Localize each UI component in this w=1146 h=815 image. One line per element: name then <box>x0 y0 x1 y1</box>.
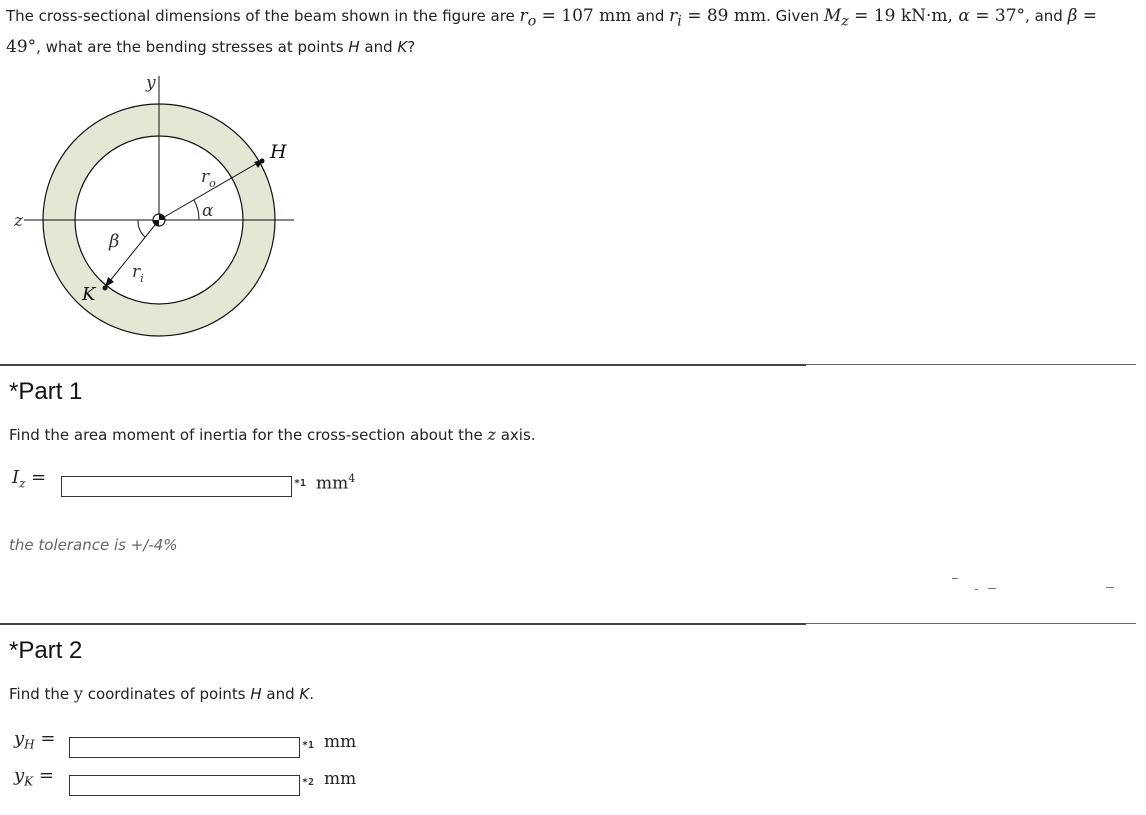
iz-answer-marker: *1 <box>294 478 307 489</box>
mz-value: = 19 kN·m, <box>848 6 959 26</box>
axis-symbol: y <box>73 684 83 703</box>
ri-symbol: $r_i$ <box>669 6 682 30</box>
problem-text: , and <box>1025 7 1068 25</box>
point-h-dot <box>260 159 265 164</box>
part2-prompt: Find the y coordinates of points H and K. <box>9 684 315 703</box>
ro-symbol: $r_o$ <box>519 6 537 30</box>
yk-answer-marker: *2 <box>302 777 315 788</box>
part2-divider <box>0 623 806 625</box>
problem-text: and <box>631 7 670 25</box>
centroid-symbol <box>153 214 165 226</box>
part1-divider <box>0 364 806 366</box>
alpha-label: α <box>202 201 214 221</box>
ro-value: = 107 mm <box>536 6 632 26</box>
problem-statement <box>6 3 1136 60</box>
yh-label: $y_H$ = <box>14 728 56 752</box>
ri-value: = 89 mm <box>681 6 767 26</box>
point-k-label: K <box>82 284 96 305</box>
problem-text: , what are the bending stresses at points <box>36 38 349 57</box>
tolerance-note: the tolerance is +/-4% <box>9 536 178 554</box>
artifact <box>988 588 996 589</box>
problem-text: ? <box>407 38 416 57</box>
yh-unit: mm <box>324 732 357 752</box>
beta-symbol: β <box>1067 6 1078 26</box>
beam-cross-section-figure <box>6 72 306 352</box>
yk-label: $y_K$ = <box>14 765 54 789</box>
yk-unit: mm <box>324 769 357 789</box>
mz-symbol: $M_z$ <box>823 6 849 30</box>
problem-text: The cross-sectional dimensions of the beam shown in the figure are <box>6 7 520 25</box>
iz-unit: $mm^4$ <box>316 472 356 494</box>
alpha-value: = 37° <box>969 6 1026 26</box>
ro-label: $r_o$ <box>201 167 216 190</box>
y-axis-label: y <box>146 73 156 93</box>
point-h-label: H <box>270 141 287 163</box>
part2-title: *Part 2 <box>9 637 83 664</box>
ri-label: $r_i$ <box>132 262 144 285</box>
artifact <box>975 589 978 590</box>
iz-label: $I_z$ = <box>12 467 47 491</box>
beta-label: β <box>109 231 120 252</box>
part1-prompt: Find the area moment of inertia for the cross-section about the z axis. <box>9 425 536 444</box>
problem-text: and <box>359 38 398 57</box>
part1-title: *Part 1 <box>9 378 83 405</box>
iz-answer-input[interactable] <box>61 476 292 497</box>
yh-answer-input[interactable] <box>69 737 300 758</box>
point-k-ref: K <box>397 38 408 57</box>
artifact <box>1106 587 1114 588</box>
point-h-ref: H <box>348 38 360 57</box>
alpha-symbol: α <box>958 6 970 26</box>
z-axis-label: z <box>14 211 23 231</box>
axis-symbol: z <box>487 425 496 444</box>
beta-value: = 49° <box>6 6 1098 58</box>
artifact <box>952 578 958 579</box>
yk-answer-input[interactable] <box>69 775 300 796</box>
problem-text: . Given <box>766 7 824 25</box>
point-k-dot <box>103 286 108 291</box>
yh-answer-marker: *1 <box>302 740 315 751</box>
